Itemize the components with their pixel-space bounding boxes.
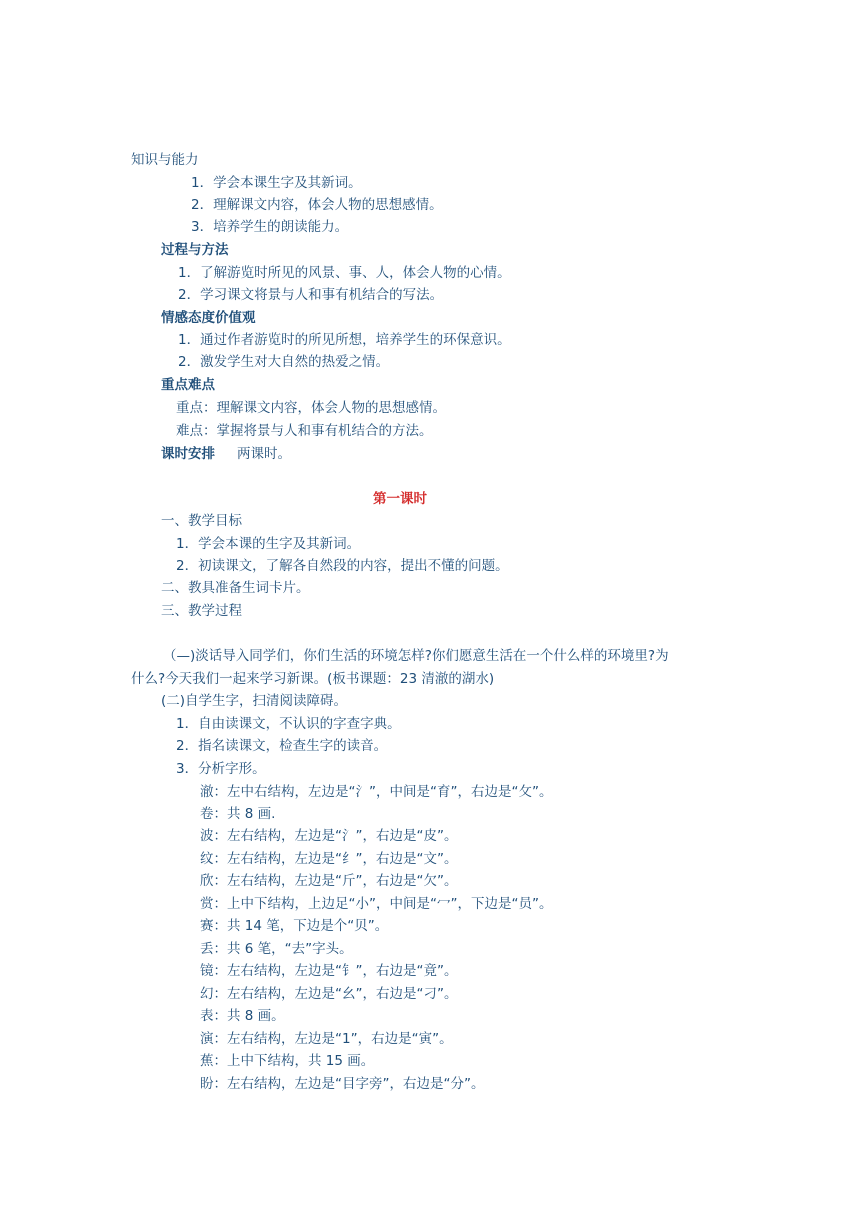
section-heading: 二、教具准备生词卡片。	[161, 580, 310, 596]
character-analysis: 镜：左右结构，左边是“钅”，右边是“竟”。	[200, 963, 458, 979]
list-item: 1．学会本课的生字及其新词。	[176, 536, 361, 552]
character-analysis: 丢：共 6 笔，“去”字头。	[200, 941, 353, 957]
heading-knowledge-ability: 知识与能力	[131, 152, 199, 168]
list-item: 2．指名读课文，检查生字的读音。	[176, 738, 388, 754]
list-item: 3．培养学生的朗读能力。	[191, 219, 349, 235]
difficulty-text: 难点：掌握将景与人和事有机结合的方法。	[176, 423, 433, 439]
character-analysis: 赏：上中下结构，上边足“小”，中间是“冖”，下边是“员”。	[200, 896, 553, 912]
list-item: 2．初读课文，了解各自然段的内容，提出不懂的问题。	[176, 558, 509, 574]
list-item: 1．学会本课生字及其新词。	[191, 175, 362, 191]
section-heading: 三、教学过程	[161, 603, 242, 619]
heading-key-points: 重点难点	[161, 377, 215, 393]
list-item: 3．分析字形。	[176, 761, 266, 777]
character-analysis: 纹：左右结构，左边是“纟”，右边是“文”。	[200, 851, 458, 867]
heading-process-method: 过程与方法	[161, 242, 229, 258]
character-analysis: 欣：左右结构，左边是“斤”，右边是“欠”。	[200, 873, 458, 889]
paragraph-intro-line1: （—)淡话导入同学们，你们生活的环境怎样?你们愿意生活在一个什么样的环境里?为	[163, 648, 669, 664]
character-analysis: 蕉：上中下结构，共 15 画。	[200, 1053, 375, 1069]
character-analysis: 表：共 8 画。	[200, 1008, 285, 1024]
character-analysis: 赛：共 14 笔，下边是个“贝”。	[200, 918, 389, 934]
character-analysis: 盼：左右结构，左边是“目字旁”，右边是“分”。	[200, 1076, 485, 1092]
character-analysis: 幻：左右结构，左边是“幺”，右边是“刁”。	[200, 986, 458, 1002]
step-heading: (二)自学生字，扫清阅读障碍。	[161, 693, 348, 709]
heading-schedule: 课时安排	[161, 446, 215, 462]
character-analysis: 卷：共 8 画.	[200, 806, 276, 822]
list-item: 2．激发学生对大自然的热爱之情。	[178, 354, 390, 370]
character-analysis: 演：左右结构，左边是“1”，右边是“寅”。	[200, 1031, 453, 1047]
schedule-value: 两课时。	[237, 446, 291, 462]
paragraph-intro-line2: 什么?今天我们一起来学习新课。(板书课题：23 清澈的湖水)	[131, 671, 495, 687]
list-item: 1．了解游览时所见的风景、事、人，体会人物的心情。	[178, 265, 511, 281]
list-item: 1．通过作者游览时的所见所想，培养学生的环保意识。	[178, 332, 511, 348]
section-title-first-lesson: 第一课时	[373, 491, 427, 507]
heading-emotion-values: 情感态度价值观	[161, 310, 256, 326]
character-analysis: 波：左右结构，左边是“氵”，右边是“皮”。	[200, 828, 458, 844]
key-point-text: 重点：理解课文内容，体会人物的思想感情。	[176, 400, 446, 416]
section-heading: 一、教学目标	[161, 513, 242, 529]
character-analysis: 澈：左中右结构，左边是“氵”，中间是“育”，右边是“攵”。	[200, 784, 553, 800]
list-item: 1．自由读课文，不认识的字查字典。	[176, 716, 401, 732]
list-item: 2．学习课文将景与人和事有机结合的写法。	[178, 287, 444, 303]
list-item: 2．理解课文内容，体会人物的思想感情。	[191, 197, 443, 213]
